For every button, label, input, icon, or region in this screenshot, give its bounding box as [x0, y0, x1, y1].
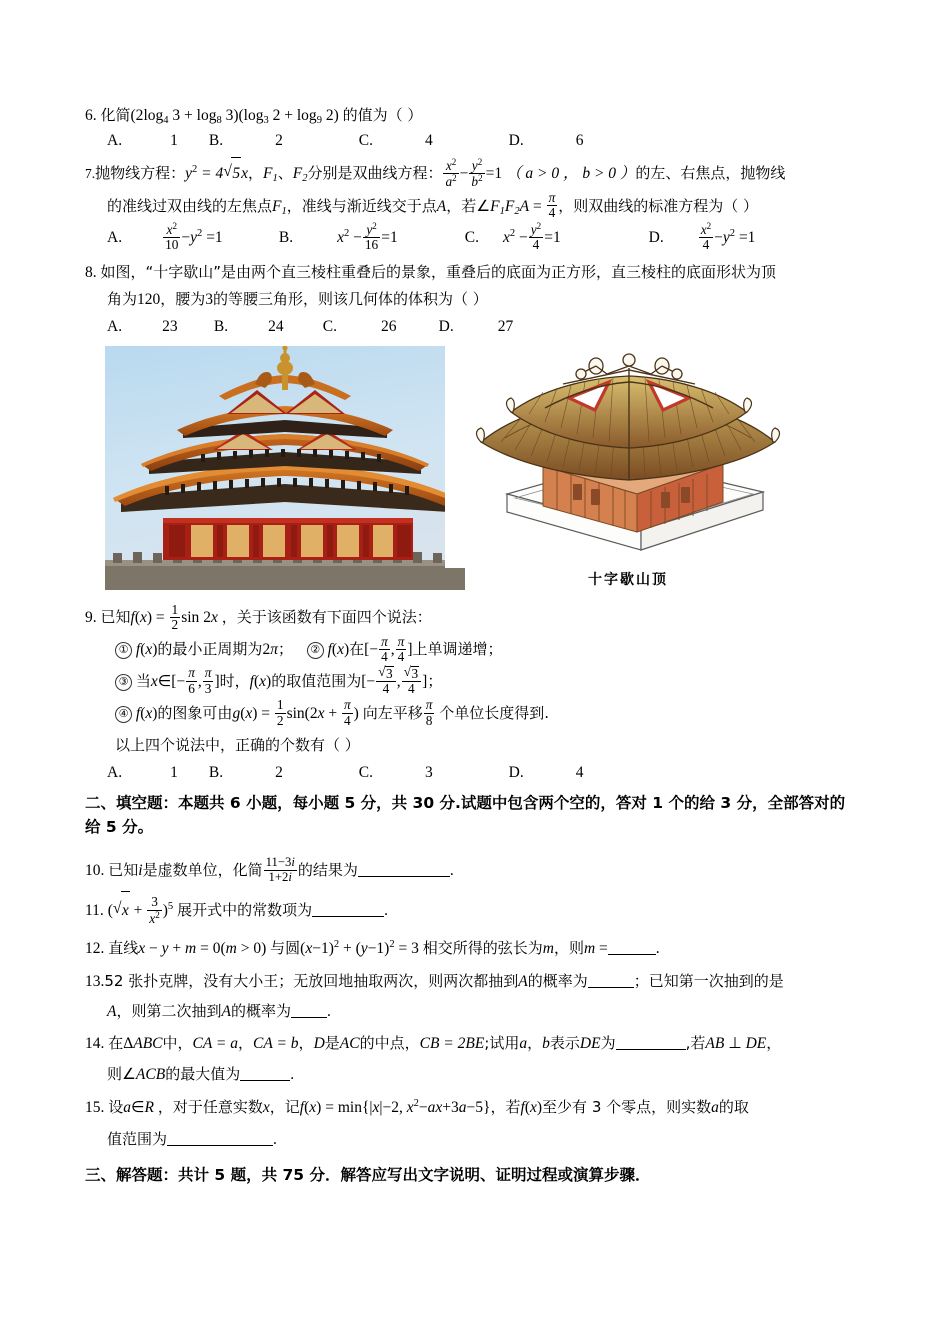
- q13-answer-blank-1[interactable]: [588, 987, 634, 988]
- q9-text-a: 已知: [100, 608, 131, 627]
- q14-eq-3: CB = 2BE: [419, 1035, 485, 1053]
- q14-vec-b: b: [542, 1035, 550, 1053]
- q13-number: 13.: [85, 972, 105, 990]
- q8-number: 8.: [85, 264, 97, 282]
- corner-tower-photo: [105, 346, 465, 590]
- q7-option-d[interactable]: D. $\frac{x^2}{4}$ $-y^2 =1$: [648, 220, 756, 253]
- q12-text-c: 相交所得的弦长为: [422, 938, 543, 957]
- q13-card-A-1: A: [518, 972, 528, 990]
- q14-text-f: 表示: [549, 1034, 580, 1053]
- q7-option-c[interactable]: C. $x^2$ − $\frac{y^2}{4}$ =1: [464, 220, 561, 253]
- q14-perp: AB ⊥ DE: [705, 1035, 767, 1053]
- q9-statement-4: [85, 698, 871, 730]
- q14-line-1: 14. 在ΔABC中，CA = a，CA = b，D是AC的中点，CB = 2BE;试用a，b表示DE为 ,若AB ⊥ DE，: [85, 1034, 782, 1053]
- q8-option-b[interactable]: B. 24: [213, 317, 284, 335]
- q9-statement-1-2: [85, 634, 871, 666]
- q14-text-a: 在: [108, 1034, 124, 1053]
- q15-text-h: 值范围为: [107, 1130, 168, 1149]
- q7-text-i: ，则双曲线的标准方程为（ ）: [558, 196, 759, 215]
- q9-s3-text-c: 的取值范围为: [271, 671, 362, 690]
- q7-point-A: A: [436, 197, 447, 215]
- q14-seg-AC: AC: [339, 1035, 360, 1053]
- q14-answer-blank-1[interactable]: [616, 1049, 686, 1050]
- q12-line-equation: x − y + m = 0(m > 0): [138, 939, 267, 957]
- q15-number: 15.: [85, 1098, 105, 1116]
- q6-expression: (2log4 3 + log8 3)(log3 2 + log9 2): [130, 107, 339, 126]
- question-7: [85, 157, 871, 254]
- q12-period: .: [655, 939, 660, 957]
- q15-text-e: 至少有 3 个零点，则实数: [542, 1097, 712, 1116]
- q6-option-c[interactable]: C. 4: [358, 132, 433, 150]
- q13-line-2: [85, 997, 871, 1027]
- q7-text-a: 抛物线方程：: [95, 164, 186, 183]
- q11-answer-blank[interactable]: [312, 916, 384, 917]
- q9-conclusion: [85, 730, 871, 762]
- q8-figures: [85, 346, 871, 598]
- q11-text-a: 展开式中的常数项为: [177, 901, 313, 920]
- q8-options: [85, 314, 871, 341]
- q14-answer-blank-2[interactable]: [240, 1080, 290, 1081]
- q9-option-b[interactable]: B. 2: [208, 764, 283, 782]
- q10-fraction: $\frac{11-3i}{1+2i}$: [265, 855, 295, 885]
- question-12: [85, 932, 871, 965]
- q15-text-g: 的取: [718, 1097, 749, 1116]
- q14-text-c: 是: [324, 1034, 340, 1053]
- q7-line-2: [85, 191, 871, 222]
- q9-s4-shift: $\frac{\pi}{8}$: [425, 697, 433, 728]
- q15-period: .: [273, 1131, 277, 1149]
- circle-1-icon: ①: [115, 642, 132, 659]
- circle-2-icon: ②: [307, 642, 324, 659]
- question-11: [85, 891, 871, 929]
- q14-triangle: ΔABC: [123, 1035, 163, 1053]
- q9-s2-text: 在: [349, 640, 365, 659]
- q8-line-1: [85, 260, 871, 287]
- q9-s3-interval: [− $\frac{\pi}{6}$ , $\frac{\pi}{3}$ ]: [171, 665, 220, 696]
- q9-option-a[interactable]: A. 1: [107, 764, 178, 782]
- q14-text-e: ;试用: [484, 1034, 520, 1053]
- q9-line-1: [85, 602, 871, 634]
- q14-text-i: ，: [766, 1034, 782, 1053]
- q14-seg-DE: DE: [579, 1035, 601, 1053]
- question-15: [85, 1092, 871, 1157]
- q12-answer-blank[interactable]: [608, 954, 656, 955]
- q8-text-2c: 的等腰三角形，则该几何体的体积为（ ）: [213, 290, 488, 309]
- q12-m-equals: m =: [583, 939, 608, 957]
- q12-text-a: 直线: [108, 938, 139, 957]
- circle-4-icon: ④: [115, 706, 132, 723]
- q6-option-d[interactable]: D. 6: [508, 132, 584, 150]
- q14-text-g: 为: [600, 1034, 616, 1053]
- q15-a-symbol: a: [711, 1098, 719, 1116]
- q7-option-b[interactable]: B. $x^2$ − $\frac{y^2}{16}$ =1: [278, 220, 398, 253]
- q7-option-a[interactable]: A. $\frac{x^2}{10}$ $-y^2 =1$: [107, 220, 223, 253]
- q9-s4-g: g(x) = $\frac{1}{2}$ sin(2x + $\frac{\pi}{4}$ ): [232, 697, 359, 728]
- q7-text-b: ，: [247, 164, 263, 183]
- q11-period: .: [384, 902, 388, 920]
- question-6: [85, 104, 871, 153]
- q10-text-c: 的结果为: [297, 861, 358, 880]
- q14-angle-ACB: ∠ACB: [122, 1065, 166, 1083]
- q8-text-1: 如图，“十字歇山”是由两个直三棱柱重叠后的景象，重叠后的底面为正方形，直三棱柱的底面形状为顶: [100, 263, 777, 282]
- q9-s2-interval: [− $\frac{\pi}{4}$ , $\frac{\pi}{4}$ ]: [364, 633, 413, 665]
- q9-s3-x: x∈: [150, 672, 172, 690]
- q10-number: 10.: [85, 862, 105, 880]
- q12-m-symbol: m: [542, 939, 554, 957]
- circle-3-icon: ③: [115, 674, 132, 691]
- q7-condition: （ a > 0 ， b > 0 ）: [506, 165, 636, 183]
- q9-option-c[interactable]: C. 3: [358, 764, 433, 782]
- q9-s3-text-b: 时，: [219, 671, 250, 690]
- q9-s4-text-a: 的图象可由: [157, 703, 233, 722]
- section-3-header: [85, 1163, 871, 1188]
- question-10: [85, 852, 871, 889]
- q9-options: [85, 761, 871, 784]
- section-2-line-1: 二、填空题：本题共 6 小题，每小题 5 分，共 30 分.试题中包含两个空的，答对 1 个的给 3 分，全部答对的: [85, 793, 846, 812]
- page-content: [85, 104, 871, 1188]
- q6-stem: [85, 104, 871, 129]
- q8-line-2: [85, 287, 871, 314]
- q10-imaginary-unit: i: [138, 862, 143, 880]
- q12-text-d: ，则: [553, 938, 584, 957]
- q10-period: .: [449, 862, 454, 880]
- q15-line-2: [85, 1124, 871, 1157]
- q14-text-b: 中，: [162, 1034, 193, 1053]
- q11-expression: ( √ x + $\frac{3}{x^2}$ )$^5$: [108, 902, 174, 919]
- q9-s1-f: f(x): [135, 641, 158, 659]
- q9-s3-range: [− √ $\frac{3}{4}$ , √ $\frac{3}{4}$ ]: [361, 673, 427, 690]
- q15-answer-blank[interactable]: [167, 1145, 273, 1146]
- q10-answer-blank[interactable]: [358, 876, 450, 877]
- q15-text-a: 设: [108, 1097, 124, 1116]
- question-9: [85, 602, 871, 784]
- q8-angle-value: 120: [137, 291, 161, 309]
- q13-text-c: ；已知第一次抽到的是: [633, 971, 784, 990]
- q8-side-value: 3: [205, 291, 214, 309]
- q15-text-b: ，对于任意实数: [157, 1097, 263, 1116]
- q9-text-b: ，关于该函数有下面四个说法：: [221, 608, 432, 627]
- q7-foci: $F_1$: [262, 165, 278, 185]
- q9-s1-period: 2π: [262, 641, 278, 659]
- q13-card-A-3: A: [221, 1003, 231, 1021]
- q8-text-2b: ，腰为: [160, 290, 206, 309]
- q13-text-b: 的概率为: [527, 971, 588, 990]
- q7-text-e: 的左、右焦点，抛物线: [635, 164, 786, 183]
- q7-line-1: 7.抛物线方程：$y^2 = 4$ √ 5x，$F_1$、$F_2$分别是双曲线方程： $\frac{x^2}{a^2}$ − $\frac{y^2}{b^2}$ =1 （ a > 0 ， b > 0 ）的左、右焦点，抛物线: [85, 157, 871, 190]
- q13-text-e: 的概率为: [230, 1002, 291, 1021]
- corner-tower-photo-svg: [105, 346, 465, 590]
- q9-s4-text-b: 向左平移: [362, 703, 423, 722]
- q9-conclusion-text: 以上四个说法中，正确的个数有（ ）: [115, 735, 360, 754]
- question-13: [85, 967, 871, 1027]
- q15-text-d: ，若: [490, 1097, 521, 1116]
- section-3-line-1: 三、解答题：共计 5 题，共 75 分．解答应写出文字说明、证明过程或演算步骤．: [85, 1165, 651, 1184]
- q13-answer-blank-2[interactable]: [291, 1017, 327, 1018]
- q14-line-2: [85, 1060, 871, 1090]
- q9-s1-sep: ；: [277, 640, 293, 659]
- q6-option-b[interactable]: B. 2: [208, 132, 283, 150]
- question-8: [85, 260, 871, 598]
- q11-line: [85, 891, 871, 929]
- q13-text-d: ，则第二次抽到: [116, 1002, 222, 1021]
- q8-text-2a: 角为: [107, 290, 138, 309]
- q14-text-d: 的中点，: [359, 1034, 420, 1053]
- q9-s2-f: f(x): [327, 641, 350, 659]
- q8-option-c[interactable]: C. 26: [322, 317, 397, 335]
- q9-s3-tail: ；: [427, 671, 443, 690]
- q12-number: 12.: [85, 939, 105, 957]
- q14-eq-1: CA = a: [192, 1035, 239, 1053]
- section-2-header: [85, 791, 871, 841]
- q12-text-b: 与圆: [270, 938, 301, 957]
- q6-number: 6.: [85, 107, 97, 124]
- q13-card-A-2: A: [107, 1003, 117, 1021]
- q6-stem-prefix: 化简: [100, 106, 131, 124]
- q15-line-1: [85, 1092, 871, 1125]
- q14-point-D: D: [313, 1035, 325, 1053]
- q15-x-symbol: x: [262, 1098, 270, 1116]
- q9-function: f(x) = $\frac{1}{2}$ sin 2x: [130, 601, 218, 633]
- q6-option-a[interactable]: A. 1: [107, 132, 178, 150]
- q13-text-a: 52 张扑克牌，没有大小王；无放回地抽取两次，则两次都抽到: [104, 971, 519, 990]
- q9-number: 9.: [85, 609, 97, 627]
- q9-s3-text-a: 当: [135, 671, 151, 690]
- q15-min-expression: f(x) = min{|x|−2, $x^2-ax+3a-5$}: [299, 1097, 491, 1116]
- q8-option-d[interactable]: D. 27: [438, 317, 514, 335]
- q14-text-k: 的最大值为: [165, 1064, 241, 1083]
- q8-option-a[interactable]: A. 23: [107, 317, 178, 335]
- q12-line: [85, 932, 871, 965]
- q7-text-g: ，准线与渐近线交于点: [286, 196, 437, 215]
- q13-line-1: [85, 967, 871, 997]
- q7-text-d: 分别是双曲线方程：: [307, 164, 443, 183]
- q7-text-f: 的准线过双由线的左焦点: [107, 196, 273, 215]
- q10-text-a: 已知: [108, 861, 139, 880]
- section-2-line-2: 给 5 分。: [85, 818, 154, 837]
- q14-text-j: 则: [107, 1064, 123, 1083]
- q9-s1-text: 的最小正周期为: [157, 640, 263, 659]
- q9-s2-tail: 上单调递增；: [412, 640, 503, 659]
- q15-f: f(x): [520, 1098, 543, 1116]
- q9-statement-3: [85, 666, 871, 698]
- q7-F1: $F_1$: [272, 197, 287, 217]
- q7-hyperbola-eq: $\frac{x^2}{a^2}$ − $\frac{y^2}{b^2}$ =1: [445, 156, 503, 190]
- q7-parabola-eq: $y^2 = 4$ √ 5x: [185, 165, 248, 182]
- figure-caption: 十字歇山顶: [588, 572, 668, 589]
- q13-period: .: [326, 1003, 331, 1021]
- q9-s4-f: f(x): [135, 704, 158, 722]
- q10-line: [85, 852, 871, 889]
- q9-option-d[interactable]: D. 4: [508, 764, 584, 782]
- q11-number: 11.: [85, 902, 104, 920]
- q14-period: .: [290, 1065, 295, 1083]
- q7-angle-eq: $\angle F_1F_2A$ = $\frac{\pi}{4}$: [476, 190, 556, 221]
- q14-eq-2: CA = b: [253, 1035, 299, 1053]
- q7-text-h: ，若: [446, 196, 477, 215]
- q9-s4-tail: 个单位长度得到.: [439, 703, 550, 722]
- q10-text-b: 是虚数单位，化简: [142, 861, 263, 880]
- cross-xieshan-diagram: [445, 346, 811, 596]
- q15-a-in-R: a∈R: [123, 1098, 154, 1116]
- q6-options: [85, 129, 871, 153]
- q7-number: 7.: [85, 166, 96, 182]
- q6-stem-suffix: 的值为（ ）: [342, 106, 423, 124]
- q7-options: [85, 222, 871, 255]
- q14-vec-a: a: [519, 1035, 528, 1053]
- q12-circle-equation: $(x-1)^2 + (y-1)^2 = 3$: [300, 938, 419, 957]
- cross-xieshan-svg: [445, 346, 811, 568]
- q14-text-h: ,若: [685, 1034, 706, 1053]
- question-14: [85, 1029, 871, 1089]
- q14-number: 14.: [85, 1035, 105, 1053]
- q15-text-c: ，记: [269, 1097, 300, 1116]
- q9-s3-f: f(x): [249, 672, 272, 690]
